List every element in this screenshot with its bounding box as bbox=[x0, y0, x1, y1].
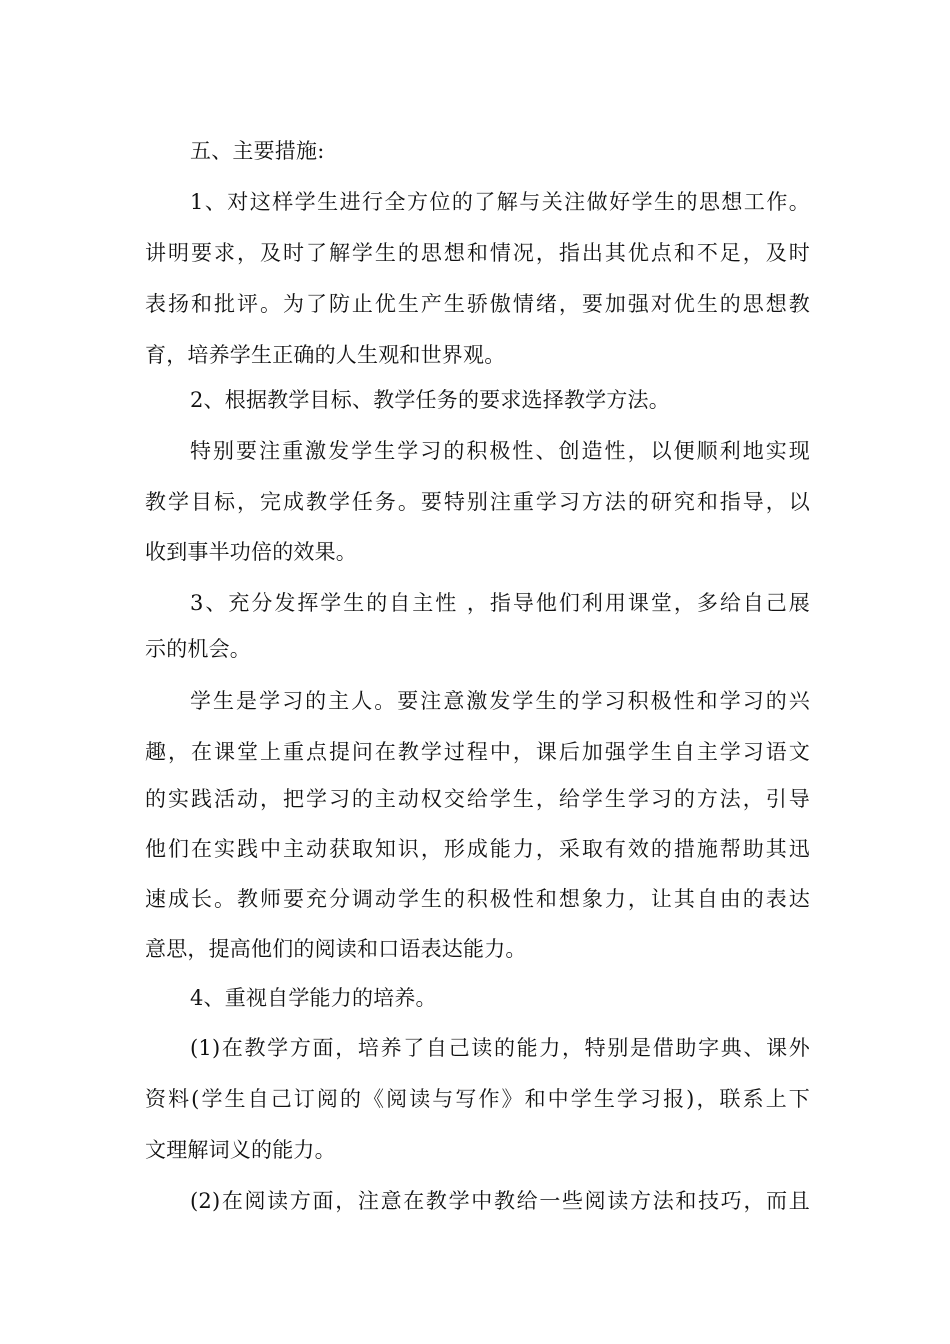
section-heading: 五、主要措施: bbox=[190, 139, 325, 163]
paragraph-line: 育，培养学生正确的人生观和世界观。 bbox=[145, 343, 506, 367]
paragraph-line: 意思，提高他们的阅读和口语表达能力。 bbox=[145, 937, 527, 961]
paragraph-line: 2、根据教学目标、教学任务的要求选择教学方法。 bbox=[190, 388, 670, 412]
paragraph-line: 趣，在课堂上重点提问在教学过程中，课后加强学生自主学习语文 bbox=[145, 740, 810, 764]
paragraph-line: 文理解词义的能力。 bbox=[145, 1138, 336, 1162]
paragraph-line: 4、重视自学能力的培养。 bbox=[190, 986, 437, 1010]
paragraph-line: 资料(学生自己订阅的《阅读与写作》和中学生学习报)，联系上下 bbox=[145, 1087, 810, 1111]
paragraph-line: 1、对这样学生进行全方位的了解与关注做好学生的思想工作。 bbox=[190, 190, 810, 214]
paragraph-line: 3、充分发挥学生的自主性 ，指导他们利用课堂，多给自己展 bbox=[190, 591, 810, 615]
paragraph-line: 表扬和批评。为了防止优生产生骄傲情绪，要加强对优生的思想教 bbox=[145, 292, 810, 316]
paragraph-line: 学生是学习的主人。要注意激发学生的学习积极性和学习的兴 bbox=[190, 689, 810, 713]
paragraph-line: (1)在教学方面，培养了自己读的能力，特别是借助字典、课外 bbox=[190, 1036, 810, 1060]
paragraph-line: 示的机会。 bbox=[145, 637, 251, 661]
paragraph-line: 他们在实践中主动获取知识，形成能力，采取有效的措施帮助其迅 bbox=[145, 837, 810, 861]
paragraph-line: 讲明要求，及时了解学生的思想和情况，指出其优点和不足，及时 bbox=[145, 241, 810, 265]
paragraph-line: 速成长。教师要充分调动学生的积极性和想象力，让其自由的表达 bbox=[145, 887, 810, 911]
paragraph-line: 教学目标，完成教学任务。要特别注重学习方法的研究和指导，以 bbox=[145, 490, 810, 514]
paragraph-line: 收到事半功倍的效果。 bbox=[145, 540, 357, 564]
paragraph-line: 特别要注重激发学生学习的积极性、创造性，以便顺利地实现 bbox=[190, 439, 810, 463]
paragraph-line: (2)在阅读方面，注意在教学中教给一些阅读方法和技巧，而且 bbox=[190, 1189, 810, 1213]
paragraph-line: 的实践活动，把学习的主动权交给学生，给学生学习的方法，引导 bbox=[145, 787, 810, 811]
